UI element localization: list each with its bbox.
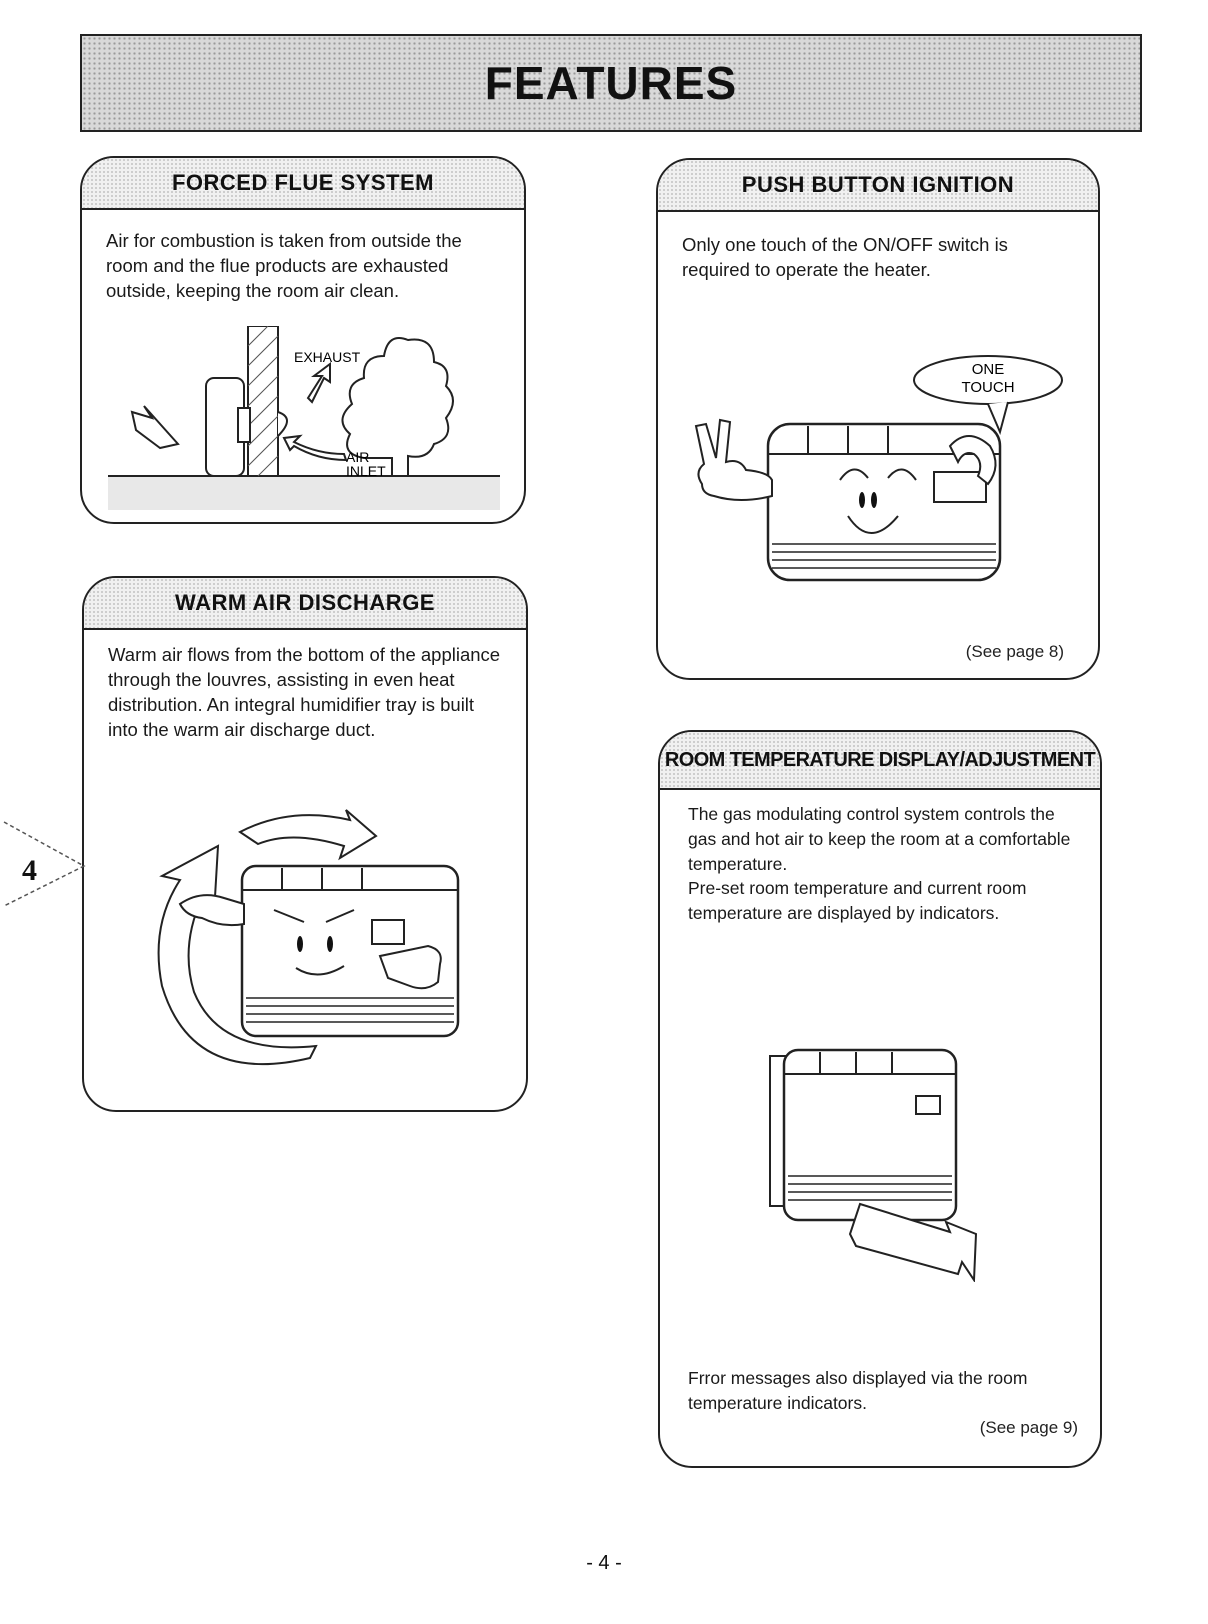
push-button-header — [658, 160, 1098, 212]
page-footer: - 4 - — [586, 1552, 622, 1574]
warm-air-title: WARM AIR DISCHARGE — [175, 590, 435, 615]
top-air-arrow — [240, 810, 376, 858]
control-panel — [372, 920, 404, 944]
forced-flue-illustration — [108, 326, 500, 512]
room-temp-see-page: (See page 9) — [979, 1418, 1078, 1437]
page-tab-number: 4 — [22, 854, 37, 887]
push-button-illustration — [688, 354, 1072, 590]
warm-air-card — [82, 576, 528, 1112]
forced-flue-text: Air for combustion is taken from outside the room and the flue products are exhausted outside, keeping the room air clean. — [106, 230, 462, 301]
heater-body — [784, 1050, 956, 1220]
flue-terminal — [278, 412, 287, 436]
inlet-label: INLET — [346, 463, 386, 479]
room-temp-header — [660, 732, 1100, 790]
peace-sign-hand — [696, 420, 772, 500]
ground — [108, 476, 500, 510]
warm-air-header — [84, 578, 526, 630]
room-temp-title: ROOM TEMPERATURE DISPLAY/ADJUSTMENT — [664, 748, 1096, 771]
page-tab-marker — [0, 810, 90, 910]
exhaust-arrow — [308, 364, 330, 402]
air-label: AIR — [346, 449, 370, 465]
push-button-card — [656, 158, 1100, 680]
features-banner — [80, 34, 1142, 132]
push-button-see-page: (See page 8) — [965, 642, 1064, 661]
temperature-display — [916, 1096, 940, 1114]
bubble-line-2: TOUCH — [961, 379, 1015, 396]
room-temp-card — [658, 730, 1102, 1468]
exhaust-label: EXHAUST — [294, 349, 361, 365]
page-title: FEATURES — [484, 57, 738, 109]
forced-flue-card — [80, 156, 526, 524]
bubble-line-1: ONE — [971, 361, 1005, 378]
room-temp-text-1: The gas modulating control system controls the gas and hot air to keep the room at a comfortable temperature. — [688, 804, 1071, 874]
push-button-title: PUSH BUTTON IGNITION — [741, 172, 1015, 197]
forced-flue-header — [82, 158, 524, 210]
room-temp-text-2: Pre-set room temperature and current room temperature are displayed by indicators. — [688, 878, 1027, 923]
air-inlet-arrow — [284, 436, 346, 460]
warm-air-illustration — [140, 806, 476, 1090]
push-button-text: Only one touch of the ON/OFF switch is required to operate the heater. — [682, 234, 1008, 280]
warm-air-text: Warm air flows from the bottom of the appliance through the louvres, assisting in even heat distribution. An integral humidifier tray is built into the warm air discharge duct. — [108, 644, 501, 740]
room-temp-illustration — [760, 1046, 1000, 1282]
warm-air-arrow — [132, 406, 178, 448]
room-temp-text-3: Frror messages also displayed via the room temperature indicators. — [688, 1368, 1028, 1413]
forced-flue-title: FORCED FLUE SYSTEM — [171, 170, 434, 195]
